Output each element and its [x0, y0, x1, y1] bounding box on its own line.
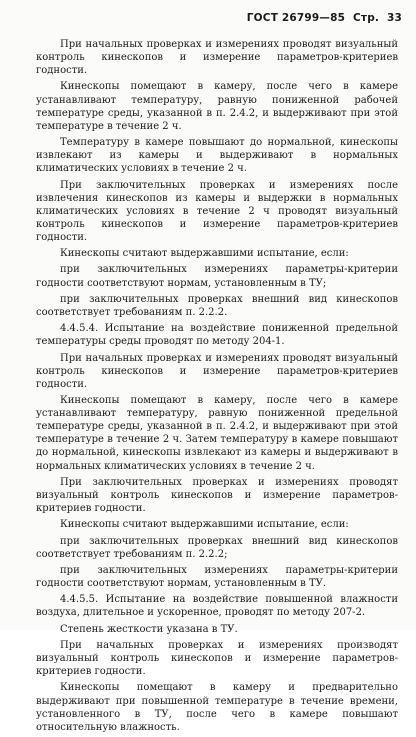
paragraph: Температуру в камере повышают до нормальной, кинескопы извлекают из камеры и выдерживают в нормальных климатических условиях в течение 2 ч. [36, 137, 398, 175]
paragraph: при заключительных проверках внешний вид кинескопов соответствует требованиям п. 2.2.2. [36, 293, 398, 318]
paragraph: При начальных проверках и измерениях проводят визуальный контроль кинескопов и измерение параметров-критериев годности. [36, 352, 398, 390]
paragraph: При начальных проверках и измерениях проводят визуальный контроль кинескопов и измерение параметров-критериев годности. [36, 39, 398, 77]
standard-number: ГОСТ 26799—85 [246, 12, 346, 24]
document-body [36, 38, 398, 737]
page-number: 33 [386, 12, 402, 24]
paragraph: При начальных проверках и измерениях производят визуальный контроль кинескопов и измерение параметров-критериев годности. [36, 639, 398, 678]
paragraph: при заключительных измерениях параметры-критерии годности соответствуют нормам, установленным в ТУ; [36, 264, 398, 289]
paragraph: Кинескопы помещают в камеру, после чего в камере устанавливают температуру, равную пониженной предельной температуре среды, указанной в п. 2.4.2, и выдерживают при этой температуре в течение 2 ч. Затем температуру в камере повышают до нормальной, кинескопы извлекают из камеры и выдерживают в нормальных климатических условиях в течение 2 ч. [36, 395, 398, 472]
paragraph: Кинескопы считают выдержавшими испытание, если: [60, 519, 349, 531]
paragraph: при заключительных проверках внешний вид кинескопов соответствует требованиям п. 2.2.2; [36, 535, 398, 560]
page-header [243, 12, 402, 24]
page-label: Стр. [353, 12, 380, 24]
section-paragraph: 4.4.5.5. Испытание на воздействие повышенной влажности воздуха, длительное и ускоренное, проводят по методу 207-2. [36, 594, 398, 619]
section-paragraph: 4.4.5.4. Испытание на воздействие пониженной предельной температуры среды проводят по методу 204-1. [36, 323, 398, 348]
paragraph: При заключительных проверках и измерениях после извлечения кинескопов из камеры и выдержки в нормальных климатических условиях в течение 2 ч проводят визуальный контроль кинескопов и измерение параметров-критериев годности. [36, 179, 398, 243]
paragraph: Степень жесткости указана в ТУ. [60, 623, 238, 635]
paragraph: Кинескопы считают выдержавшими испытание, если: [60, 248, 349, 260]
paragraph: Кинескопы помещают в камеру, после чего в камере устанавливают температуру, равную пониженной рабочей температуре среды, указанной в п. 2.4.2, и выдерживают при этой температуре в течение 2 ч. [36, 81, 398, 132]
paragraph: Кинескопы помещают в камеру и предварительно выдерживают при повышенной температуре в течение времени, установленного в ТУ, после чего в камере повышают относительную влажность. [36, 682, 398, 733]
paragraph: При заключительных проверках и измерениях проводят визуальный контроль кинескопов и измерение параметров-критериев годности. [36, 476, 398, 514]
paragraph: при заключительных измерениях параметры-критерии годности соответствуют нормам, установленным в ТУ. [36, 564, 398, 589]
